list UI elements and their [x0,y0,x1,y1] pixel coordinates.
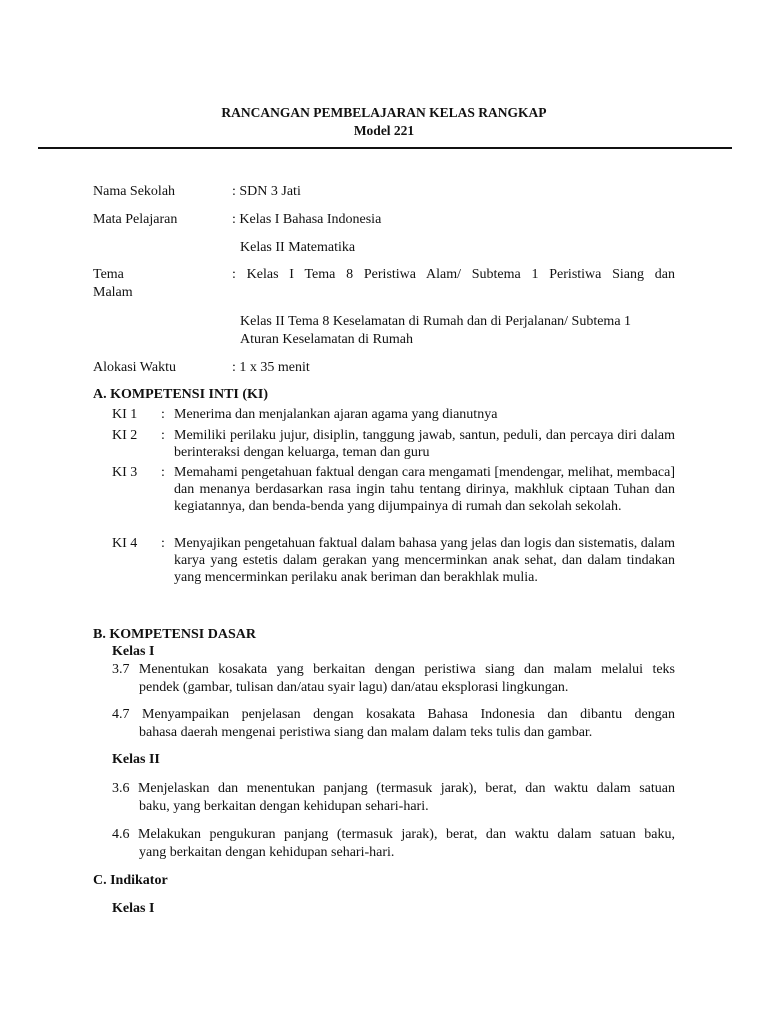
ki-text: Menyajikan pengetahuan faktual dalam bahasa yang jelas dan logis dan sistematis, dalam karya yang estetis dalam gerakan yang mencerminkan anak sehat, dan dalam tindakan yang mencerminkan perilaku anak beriman dan berakhlak mulia. [174,536,675,585]
kd-item-line: yang berkaitan dengan kehidupan sehari-hari. [139,845,395,860]
ki-code: KI 2 [112,428,138,443]
kd-kelas2-label: Kelas II [112,752,160,767]
ki-colon: : [161,536,165,551]
theme-label-continued: Malam [93,285,133,300]
ki-text: Memiliki perilaku jujur, disiplin, tanggung jawab, santun, peduli, dan percaya diri dalam berinteraksi dengan keluarga, teman dan guru [174,428,675,460]
kd-item-line: 3.7 Menentukan kosakata yang berkaitan dengan peristiwa siang dan malam melalui teks [112,662,675,677]
kd-item-line: 3.6 Menjelaskan dan menentukan panjang (termasuk jarak), berat, dan waktu dalam satuan [112,781,675,796]
ki-code: KI 4 [112,536,138,551]
kd-item-line: baku, yang berkaitan dengan kehidupan sehari-hari. [139,799,429,814]
kd-item-line: bahasa daerah mengenai peristiwa siang dan malam dalam teks tulis dan gambar. [139,725,593,740]
indikator-heading: C. Indikator [93,873,168,888]
ki-colon: : [161,407,165,422]
theme-label: Tema [93,267,124,282]
subject-label: Mata Pelajaran [93,212,178,227]
kd-item-line: pendek (gambar, tulisan dan/atau syair lagu) dan/atau eksplorasi lingkungan. [139,680,569,695]
document-header [0,104,768,140]
ki-colon: : [161,465,165,480]
theme-value-2b: Aturan Keselamatan di Rumah [240,332,414,347]
time-value: : 1 x 35 menit [232,360,310,375]
subject-value-1: : Kelas I Bahasa Indonesia [232,212,382,227]
ki-heading: A. KOMPETENSI INTI (KI) [93,387,269,402]
school-value: : SDN 3 Jati [232,184,301,199]
kd-item-line: 4.6 Melakukan pengukuran panjang (termasuk jarak), berat, dan waktu dalam satuan baku, [112,827,675,842]
document-title: RANCANGAN PEMBELAJARAN KELAS RANGKAP [221,105,547,120]
header-divider [38,147,732,149]
ki-text: Memahami pengetahuan faktual dengan cara mengamati [mendengar, melihat, membaca] dan menanya berdasarkan rasa ingin tahu tentang dirinya, makhluk ciptaan Tuhan dan kegiatannya, dan benda-benda yang dijumpainya di rumah dan sekolah sekolah. [174,465,675,514]
school-label: Nama Sekolah [93,184,176,199]
kd-heading: B. KOMPETENSI DASAR [93,627,256,642]
theme-value-2a: Kelas II Tema 8 Keselamatan di Rumah dan di Perjalanan/ Subtema 1 [240,314,632,329]
subject-value-2: Kelas II Matematika [240,240,356,255]
theme-value-1: : Kelas I Tema 8 Peristiwa Alam/ Subtema 1 Peristiwa Siang dan [232,267,675,282]
document-subtitle: Model 221 [353,123,415,138]
ki-text: Menerima dan menjalankan ajaran agama yang dianutnya [174,407,498,422]
kd-item-line: 4.7 Menyampaikan penjelasan dengan kosakata Bahasa Indonesia dan dibantu dengan [112,707,675,722]
time-label: Alokasi Waktu [93,360,176,375]
kd-kelas1-label: Kelas I [112,644,155,659]
ki-colon: : [161,428,165,443]
indikator-kelas1-label: Kelas I [112,901,155,916]
ki-code: KI 3 [112,465,138,480]
ki-code: KI 1 [112,407,138,422]
